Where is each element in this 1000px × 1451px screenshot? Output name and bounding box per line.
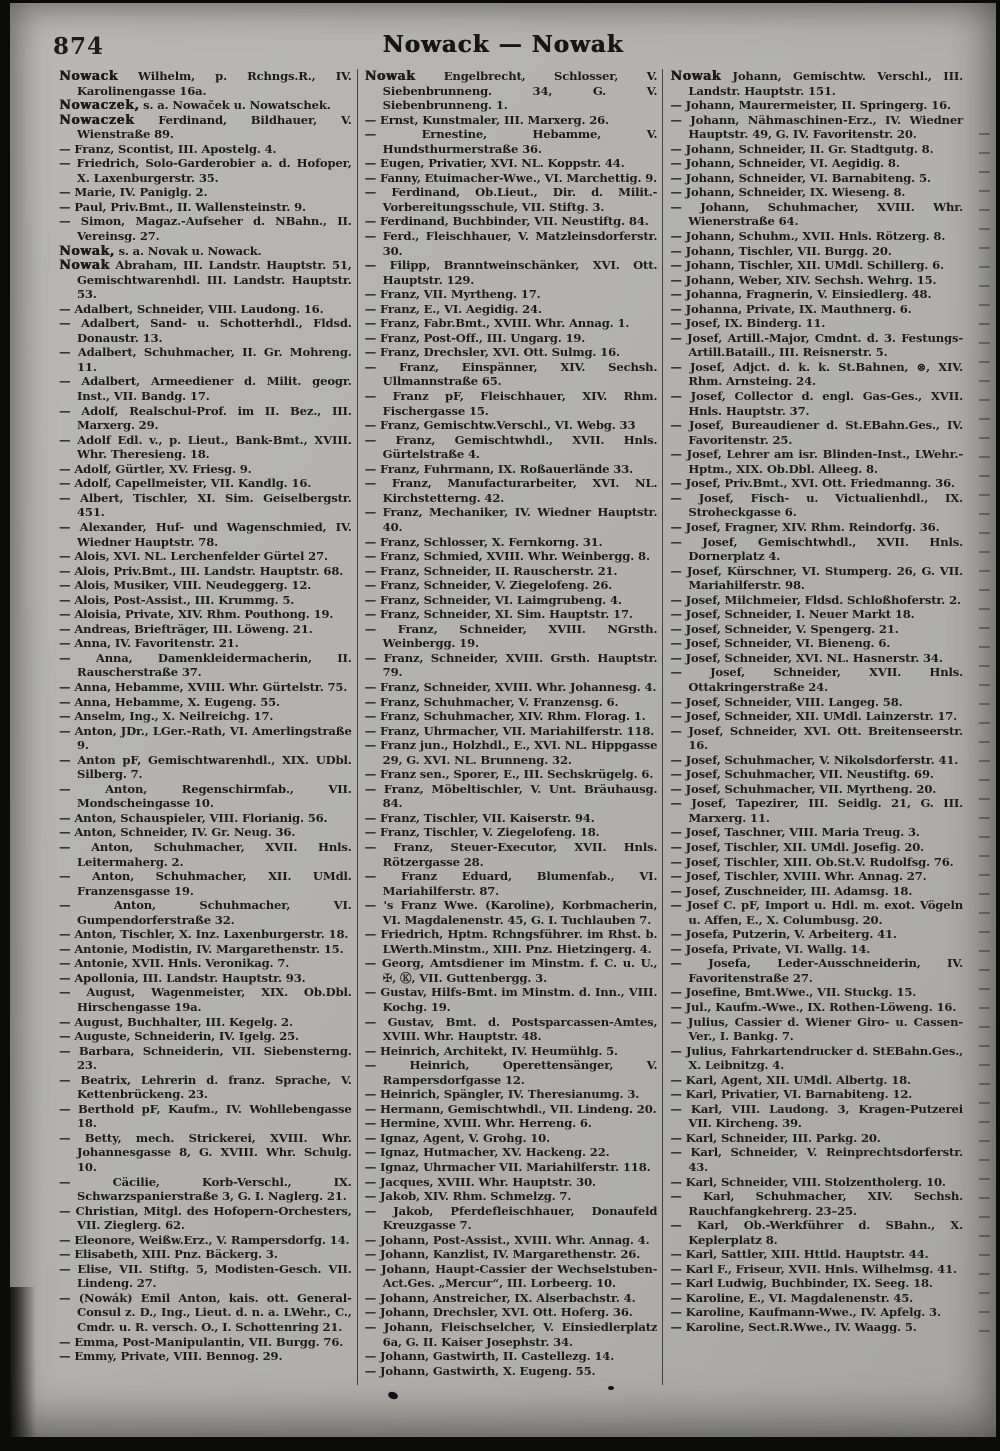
directory-entry: — Karoline, Sect.R.Wwe., IV. Waagg. 5. [670,1320,917,1335]
directory-columns [52,69,968,1385]
directory-entry: — Anton, Schuhmacher, VI. Gumpendorferstraße 32. [59,898,352,927]
directory-entry: — Johann, Schneider, II. Gr. Stadtgutg. 8. [670,141,934,156]
directory-entry: — Julius, Cassier d. Wiener Giro- u. Cassen-Ver., I. Bankg. 7. [670,1014,964,1044]
scan-speck [387,1391,399,1401]
directory-entry: — Franz, Schneider, II. Rauscherstr. 21. [364,563,618,578]
directory-entry: — Franz, E., VI. Aegidig. 24. [364,301,542,316]
directory-entry: Nowak, s. a. Novak u. Nowack. [59,242,262,258]
directory-entry: — Georg, Amtsdiener im Minstm. f. C. u. U., ✠, Ⓚ, VII. Guttenbergg. 3. [364,956,658,985]
directory-entry: — Franz, Post-Off., III. Ungarg. 19. [364,330,586,345]
directory-entry: — Heinrich, Operettensänger, V. Rampersdorfgasse 12. [364,1058,658,1087]
directory-entry: — Johanna, Private, IX. Mauthnerg. 6. [670,301,912,316]
directory-entry: — Ferdinand, Ob.Lieut., Dir. d. Milit.-Vorbereitungsschule, VII. Stiftg. 3. [364,185,658,214]
directory-entry: — Franz, Fabr.Bmt., XVIII. Whr. Annag. 1. [364,316,630,331]
directory-entry: — Johann, Post-Assist., XVIII. Whr. Annag. 4. [364,1232,650,1247]
directory-entry: — Franz, Schneider, XVIII. NGrsth. Weinbergg. 19. [364,621,658,651]
entry-headword: Nowak [59,257,110,273]
directory-entry: — Josef, Schneider, VIII. Langeg. 58. [670,694,903,709]
directory-entry: — Anton pF, Gemischtwarenhdl., XIX. UDbl. Silberg. 7. [59,752,352,782]
directory-entry: — Johann, Fleischselcher, V. Einsiedlerplatz 6a, G. II. Kaiser Josephstr. 34. [364,1320,658,1349]
directory-entry: — Johanna, Fragnerin, V. Einsiedlerg. 48. [670,287,932,302]
directory-entry: — Josef, Schneider, XVI. Ott. Breitenseerstr. 16. [670,723,964,753]
directory-entry: — Franz jun., Holzhdl., E., XVI. NL. Hippgasse 29, G. XVI. NL. Brunneng. 32. [364,738,658,767]
directory-entry: — Franz, VII. Myrtheng. 17. [364,287,541,302]
directory-entry: Nowak Abraham, III. Landstr. Hauptstr. 51, Gemischtwarenhdl. III. Landstr. Hauptstr. 53. [59,257,352,302]
page-title: Nowack — Nowak [382,31,624,58]
directory-entry: — Heinrich, Architekt, IV. Heumühlg. 5. [364,1043,618,1058]
entry-headword: Nowack [59,69,118,83]
directory-entry: — Elisabeth, XIII. Pnz. Bäckerg. 3. [59,1247,278,1262]
scan-smudge [10,1287,36,1437]
directory-entry: — Johann, Drechsler, XVI. Ott. Hoferg. 36. [364,1305,633,1320]
directory-entry: — Apollonia, III. Landstr. Hauptstr. 93. [59,970,306,985]
directory-entry: — Alois, XVI. NL. Lerchenfelder Gürtel 27. [59,549,328,564]
directory-entry: — Josef, Tischler, XIII. Ob.St.V. Rudolfsg. 76. [670,854,954,869]
directory-entry: — Jakob, XIV. Rhm. Schmelzg. 7. [364,1189,572,1204]
directory-entry: — Anton, Schneider, IV. Gr. Neug. 36. [59,825,296,840]
directory-entry: — Josef, Schneider, V. Spengerg. 21. [670,621,899,636]
directory-entry: — Josef, Schneider, XVII. Hnls. Ottakringerstraße 24. [670,665,964,694]
directory-entry: — Josef, Zuschneider, III. Adamsg. 18. [670,883,913,898]
directory-entry: — Anton, JDr., LGer.-Rath, VI. Amerlingstraße 9. [59,723,352,753]
directory-entry: — Simon, Magaz.-Aufseher d. NBahn., II. Vereinsg. 27. [59,214,352,244]
directory-entry: — Jul., Kaufm.-Wwe., IX. Rothen-Löweng. 16. [670,1000,957,1014]
directory-entry: — Franz Eduard, Blumenfab., VI. Mariahilferstr. 87. [364,869,658,898]
directory-entry: — Josef, Fisch- u. Victualienhdl., IX. Stroheckgasse 6. [670,490,964,520]
directory-entry: — Franz, Fuhrmann, IX. Roßauerlände 33. [364,461,634,476]
directory-entry: — Josef, Kürschner, VI. Stumperg. 26, G. VII. Mariahilferstr. 98. [670,563,964,593]
entry-headword: Nowak, [59,242,115,258]
directory-entry: — Josef, Artill.-Major, Cmdnt. d. 3. Festungs-Artill.Bataill., III. Reisnerstr. 5. [670,330,964,360]
directory-entry: — Hermann, Gemischtwhdl., VII. Lindeng. 20. [364,1101,657,1116]
directory-entry: — Josef, Schuhmacher, VII. Neustiftg. 69. [670,767,934,782]
directory-entry: — Adalbert, Schuhmacher, II. Gr. Mohreng. 11. [59,345,352,374]
directory-entry: — Anton, Schuhmacher, XVII. Hnls. Leitermaherg. 2. [59,839,352,869]
directory-entry: — Johann, Schneider, IX. Wieseng. 8. [670,185,906,200]
directory-entry: — Josef, Schneider, XII. UMdl. Lainzerstr. 17. [670,709,958,724]
directory-entry: — Andreas, Briefträger, III. Löweng. 21. [59,621,313,636]
directory-entry: — Julius, Fahrkartendrucker d. StEBahn.Ges., X. Leibnitzg. 4. [670,1043,964,1073]
directory-entry: — Fanny, Etuimacher-Wwe., VI. Marchettig. 9. [364,170,658,185]
directory-entry: — Franz, Manufacturarbeiter, XVI. NL. Kirchstetterng. 42. [364,476,658,505]
directory-entry: — Johann, Maurermeister, II. Springerg. 16. [670,98,951,113]
directory-entry: — Johann, Nähmaschinen-Erz., IV. Wiedner Hauptstr. 49, G. IV. Favoritenstr. 20. [670,112,964,142]
directory-entry: Nowaczek Ferdinand, Bildhauer, V. Wienstraße 89. [59,111,352,142]
directory-entry: — Friedrich, Solo-Garderobier a. d. Hofoper, X. Laxenburgerstr. 35. [59,156,352,185]
directory-entry: — Adalbert, Armeediener d. Milit. geogr. Inst., VII. Bandg. 17. [59,374,352,404]
directory-entry: — Johann, Gastwirth, II. Castellezg. 14. [364,1349,615,1364]
directory-entry: — Karl, Sattler, XIII. Httld. Hauptstr. 44. [670,1247,929,1262]
directory-entry: — Franz, Schneider, V. Ziegelofeng. 26. [364,578,613,593]
directory-entry: — Adolf, Gürtler, XV. Friesg. 9. [59,461,252,476]
directory-entry: — Franz, Schneider, VI. Laimgrubeng. 4. [364,592,622,607]
directory-entry: — Friedrich, Hptm. Rchngsführer. im Rhst. b. LWerth.Minstm., XIII. Pnz. Hietzingerg. 4. [364,927,658,956]
directory-entry: — Josef, Bureaudiener d. St.EBahn.Ges., IV. Favoritenstr. 25. [670,418,964,447]
directory-entry: — Johann, Kanzlist, IV. Margarethenstr. 26. [364,1247,641,1262]
directory-entry: — Josef, Taschner, VIII. Maria Treug. 3. [670,825,920,840]
page-edge-bleed-marks [979,133,990,1347]
directory-entry: — Johann, Schuhmacher, XVIII. Whr. Wienerstraße 64. [670,199,964,229]
directory-entry: — Anton, Schuhmacher, XII. UMdl. Franzensgasse 19. [59,869,352,898]
directory-entry: — Franz, Möbeltischler, V. Unt. Bräuhausg. 84. [364,781,658,811]
directory-entry: — Karl, Schneider, VIII. Stolzentholerg. 10. [670,1174,946,1189]
directory-entry: — Franz, Mechaniker, IV. Wiedner Hauptstr. 40. [364,505,658,534]
directory-entry: — Johann, Tischler, VII. Burgg. 20. [670,243,892,258]
directory-entry: — Josef, Schneider, I. Neuer Markt 18. [670,607,915,622]
directory-entry: — Ernst, Kunstmaler, III. Marxerg. 26. [364,112,609,127]
directory-entry: — Franz, Schneider, XI. Sim. Hauptstr. 17. [364,607,633,622]
directory-entry: — Gustav, Bmt. d. Postsparcassen-Amtes, XVIII. Whr. Hauptstr. 48. [364,1014,658,1044]
directory-entry: — Karoline, Kaufmann-Wwe., IV. Apfelg. 3. [670,1305,941,1320]
directory-entry: — Josef, Milchmeier, Fldsd. Schloßhoferstr. 2. [670,592,961,607]
directory-entry: — Josef, Collector d. engl. Gas-Ges., XVII. Hnls. Hauptstr. 37. [670,389,964,418]
directory-entry: — Franz, Scontist, III. Apostelg. 4. [59,141,277,156]
directory-entry: — Cäcilie, Korb-Verschl., IX. Schwarzspanierstraße 3, G. I. Naglerg. 21. [59,1174,352,1204]
directory-entry: — Johann, Tischler, XII. UMdl. Schillerg. 6. [670,258,944,273]
directory-entry: — Josef, Adjct. d. k. k. St.Bahnen, ⊗, XIV. Rhm. Arnsteing. 24. [670,359,964,389]
directory-entry: — Aloisia, Private, XIV. Rhm. Pouthong. 19. [59,607,334,622]
entry-headword: Nowaczek [59,111,135,127]
directory-entry: — Filipp, Branntweinschänker, XVI. Ott. Hauptstr. 129. [364,258,658,287]
directory-entry: — Albert, Tischler, XI. Sim. Geiselbergstr. 451. [59,490,352,520]
directory-entry: — Franz, Drechsler, XVI. Ott. Sulmg. 16. [364,345,620,360]
directory-entry: — Josef, Fragner, XIV. Rhm. Reindorfg. 36. [670,519,940,534]
directory-entry: — Johann, Anstreicher, IX. Alserbachstr. 4. [364,1290,636,1305]
directory-entry: — Franz, Tischler, VII. Kaiserstr. 94. [364,810,595,825]
directory-entry: — Karl, VIII. Laudong. 3, Kragen-Putzerei VII. Kircheng. 39. [670,1101,964,1131]
directory-entry: — Jakob, Pferdefleischhauer, Donaufeld Kreuzgasse 7. [364,1203,658,1233]
directory-entry: — Anton, Schauspieler, VIII. Florianig. 56. [59,810,328,825]
directory-entry: — Josef, Tischler, XVIII. Whr. Annag. 27. [670,869,927,884]
directory-entry: — Auguste, Schneiderin, IV. Igelg. 25. [59,1029,299,1044]
directory-entry: — Barbara, Schneiderin, VII. Siebensterng. 23. [59,1043,352,1073]
directory-entry: — Franz, Schuhmacher, V. Franzensg. 6. [364,694,619,709]
column-1 [52,69,357,1385]
directory-entry: Nowack Wilhelm, p. Rchngs.R., IV. Karolinengasse 16a. [59,69,352,98]
directory-entry: — Josef, Schuhmacher, VII. Myrtheng. 20. [670,781,937,796]
directory-entry: — Johann, Schneider, VI. Aegidig. 8. [670,156,900,171]
directory-entry: — Alexander, Huf- und Wagenschmied, IV. Wiedner Hauptstr. 78. [59,519,352,549]
directory-entry: — Ferdinand, Buchbinder, VII. Neustiftg. 84. [364,214,649,229]
directory-entry: — Anselm, Ing., X. Neilreichg. 17. [59,709,274,724]
directory-entry: — Adolf, Realschul-Prof. im II. Bez., III. Marxerg. 29. [59,403,352,433]
directory-entry: — Karl, Agent, XII. UMdl. Albertg. 18. [670,1072,911,1087]
entry-headword: Nowak [670,69,721,83]
directory-entry: — Josef, Tischler, XII. UMdl. Josefig. 20. [670,839,925,854]
directory-entry: — Josef, Lehrer am isr. Blinden-Inst., LWehr.-Hptm., XIX. Ob.Dbl. Alleeg. 8. [670,447,964,476]
directory-entry: — Anna, Damenkleidermacherin, II. Rauscherstraße 37. [59,650,352,680]
directory-entry: — Ignaz, Uhrmacher VII. Mariahilferstr. 118. [364,1160,651,1175]
directory-entry: — Gustav, Hilfs-Bmt. im Minstm. d. Inn., VIII. Kochg. 19. [364,985,658,1014]
directory-entry: — Ignaz, Hutmacher, XV. Hackeng. 22. [364,1145,610,1160]
directory-entry: — Franz, Tischler, V. Ziegelofeng. 18. [364,825,600,840]
directory-entry: Nowak Johann, Gemischtw. Verschl., III. Landstr. Hauptstr. 151. [670,69,964,98]
directory-entry: — Karl, Schneider, V. Reinprechtsdorferstr. 43. [670,1145,964,1175]
directory-entry: — Josefine, Bmt.Wwe., VII. Stuckg. 15. [670,985,917,1000]
directory-entry: — Alois, Priv.Bmt., III. Landstr. Hauptstr. 68. [59,563,344,578]
directory-entry: — Franz sen., Sporer, E., III. Sechskrügelg. 6. [364,767,654,782]
directory-entry: — Franz, Uhrmacher, VII. Mariahilferstr. 118. [364,723,655,738]
column-2 [357,69,663,1385]
directory-entry: — Ferd., Fleischhauer, V. Matzleinsdorferstr. 30. [364,229,658,258]
directory-entry: — Josef, Schuhmacher, V. Nikolsdorferstr. 41. [670,752,959,767]
directory-entry: — Josefa, Leder-Ausschneiderin, IV. Favoritenstraße 27. [670,956,964,985]
directory-entry: — Josef, Priv.Bmt., XVI. Ott. Friedmanng. 36. [670,476,955,491]
directory-entry: — Paul, Priv.Bmt., II. Wallensteinstr. 9. [59,199,306,214]
directory-entry: — Johann, Schneider, VI. Barnabiteng. 5. [670,170,931,185]
directory-entry: — Adalbert, Schneider, VIII. Laudong. 16. [59,301,324,316]
directory-entry: — Franz, Einspänner, XIV. Sechsh. Ullmannstraße 65. [364,359,658,389]
directory-entry: — August, Buchhalter, III. Kegelg. 2. [59,1014,293,1029]
directory-entry: — August, Wagenmeister, XIX. Ob.Dbl. Hirschengasse 19a. [59,985,352,1014]
directory-entry: — Christian, Mitgl. des Hofopern-Orchesters, VII. Zieglerg. 62. [59,1203,352,1233]
directory-entry: — Beatrix, Lehrerin d. franz. Sprache, V. Kettenbrückeng. 23. [59,1072,352,1102]
directory-entry: — Johann, Gastwirth, X. Eugeng. 55. [364,1363,596,1378]
page-number: 874 [53,33,105,60]
directory-entry: — Eugen, Privatier, XVI. NL. Koppstr. 44. [364,156,625,171]
directory-entry: — Karl, Privatier, VI. Barnabiteng. 12. [670,1087,913,1102]
directory-entry: — Emmy, Private, VIII. Bennog. 29. [59,1349,283,1364]
directory-entry: — Karl, Ob.-Werkführer d. SBahn., X. Keplerplatz 8. [670,1218,964,1247]
directory-entry: — Berthold pF, Kaufm., IV. Wohllebengasse 18. [59,1101,352,1131]
directory-entry: — Karl, Schuhmacher, XIV. Sechsh. Rauchfangkehrerg. 23–25. [670,1189,964,1218]
directory-entry: — Josef, Tapezirer, III. Seidlg. 21, G. III. Marxerg. 11. [670,796,964,825]
directory-entry: Nowak Engelbrecht, Schlosser, V. Siebenbrunneng. 34, G. V. Siebenbrunneng. 1. [364,69,658,113]
directory-entry: — Alois, Post-Assist., III. Krummg. 5. [59,592,295,607]
directory-entry: — Josef, Schneider, XVI. NL. Hasnerstr. 34. [670,650,943,665]
directory-entry: — Johann, Haupt-Cassier der Wechselstuben-Act.Ges. „Mercur“, III. Lorbeerg. 10. [364,1261,658,1291]
directory-entry: — Hermine, XVIII. Whr. Herreng. 6. [364,1116,592,1131]
scan-speck [608,1386,614,1390]
directory-entry: — Josefa, Putzerin, V. Arbeiterg. 41. [670,927,897,942]
directory-entry: — Betty, mech. Strickerei, XVIII. Whr. Johannesgasse 8, G. XVIII. Whr. Schulg. 10. [59,1130,352,1175]
directory-entry: — Franz, Schlosser, X. Fernkorng. 31. [364,534,603,549]
directory-entry: — Antonie, XVII. Hnls. Veronikag. 7. [59,956,290,971]
directory-entry: — Alois, Musiker, VIII. Neudeggerg. 12. [59,578,312,593]
directory-entry: — Johann, Weber, XIV. Sechsh. Wehrg. 15. [670,272,937,287]
directory-entry: — Adolf, Capellmeister, VII. Kandlg. 16. [59,476,312,491]
directory-entry: — Heinrich, Spängler, IV. Theresianumg. 3. [364,1087,640,1102]
directory-entry: — Ignaz, Agent, V. Grohg. 10. [364,1130,550,1145]
directory-entry: — Franz pF, Fleischhauer, XIV. Rhm. Fischergasse 15. [364,389,658,418]
directory-entry: — Josef, Schneider, VI. Bieneng. 6. [670,636,891,651]
directory-entry: — Anton, Regenschirmfab., VII. Mondscheingasse 10. [59,781,352,811]
directory-entry: — Franz, Schuhmacher, XIV. Rhm. Florag. 1. [364,709,646,724]
directory-entry: Nowaczek, s. a. Nowaček u. Nowatschek. [59,97,331,113]
directory-entry: — Karoline, E., VI. Magdalenenstr. 45. [670,1290,914,1305]
directory-entry: — Karl, Schneider, III. Parkg. 20. [670,1130,881,1145]
directory-entry: — Ernestine, Hebamme, V. Hundsthurmerstraße 36. [364,127,658,156]
directory-entry: — Anna, IV. Favoritenstr. 21. [59,636,239,651]
directory-entry: — Emma, Post-Manipulantin, VII. Burgg. 76. [59,1334,344,1349]
directory-entry: — Adolf Edl. v., p. Lieut., Bank-Bmt., XVIII. Whr. Theresieng. 18. [59,432,352,462]
column-3 [662,69,968,1385]
directory-entry: — Franz, Steuer-Executor, XVII. Hnls. Rötzergasse 28. [364,839,658,869]
directory-entry: — Johann, Schuhm., XVII. Hnls. Rötzerg. 8. [670,229,946,244]
paper-sheet [10,3,996,1437]
directory-entry: — Franz, Gemischtw.Verschl., VI. Webg. 33 [364,418,636,433]
directory-entry: — Marie, IV. Paniglg. 2. [59,185,208,200]
directory-entry: — Josef, Gemischtwhdl., XVII. Hnls. Dornerplatz 4. [670,534,964,564]
directory-entry: — 's Franz Wwe. (Karoline), Korbmacherin, VI. Magdalenenstr. 45, G. I. Tuchlauben 7. [364,898,658,927]
directory-entry: — Karl F., Friseur, XVII. Hnls. Wilhelmsg. 41. [670,1261,957,1276]
directory-entry: — Josefa, Private, VI. Wallg. 14. [670,941,871,956]
directory-entry: — Franz, Gemischtwhdl., XVII. Hnls. Gürtelstraße 4. [364,432,658,462]
directory-entry: — Josef, IX. Binderg. 11. [670,316,826,331]
directory-entry: — Eleonore, Weißw.Erz., V. Rampersdorfg. 14. [59,1232,350,1247]
directory-entry: — Anton, Tischler, X. Inz. Laxenburgerstr. 18. [59,927,349,942]
directory-entry: — Anna, Hebamme, X. Eugeng. 55. [59,694,280,709]
directory-entry: — Franz, Schneider, XVIII. Whr. Johannesg. 4. [364,679,657,694]
entry-headword: Nowak [364,69,416,83]
entry-headword: Nowaczek, [59,97,140,113]
directory-entry: — Elise, VII. Stiftg. 5, Modisten-Gesch. VII. Lindeng. 27. [59,1261,352,1291]
directory-entry: — Jacques, XVIII. Whr. Hauptstr. 30. [364,1174,596,1189]
directory-entry: — Franz, Schmied, XVIII. Whr. Weinbergg. 8. [364,549,650,564]
directory-entry: — Franz, Schneider, XVIII. Grsth. Hauptstr. 79. [364,650,658,680]
directory-entry: — Karl Ludwig, Buchbinder, IX. Seeg. 18. [670,1276,933,1291]
directory-entry: — Adalbert, Sand- u. Schotterhdl., Fldsd. Donaustr. 13. [59,316,352,345]
directory-entry: — Anna, Hebamme, XVIII. Whr. Gürtelstr. 75. [59,679,348,694]
directory-entry: — Antonie, Modistin, IV. Margarethenstr. 15. [59,941,344,956]
directory-entry: — (Nowák) Emil Anton, kais. ott. General-Consul z. D., Ing., Lieut. d. n. a. LWehr., C., Cmdr. u. R. versch. O., I. Schottenring 21. [59,1290,352,1335]
directory-entry: — Josef C. pF, Import u. Hdl. m. exot. Vögeln u. Affen, E., X. Columbusg. 20. [670,898,964,927]
